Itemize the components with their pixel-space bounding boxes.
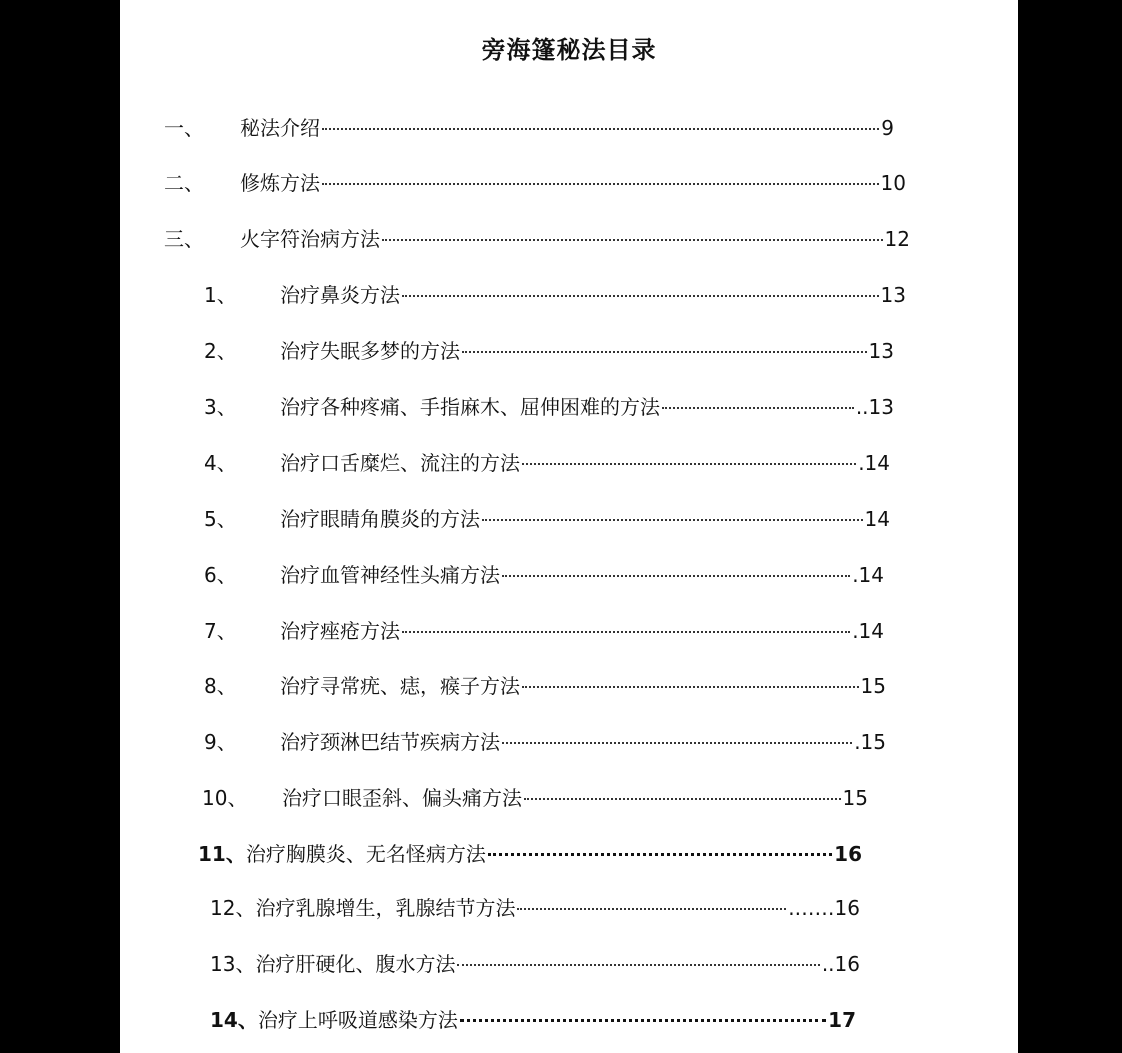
toc-number: 5、 xyxy=(204,507,237,531)
toc-label: 治疗颈淋巴结节疾病方法 xyxy=(280,730,500,754)
toc-page-number: .14 xyxy=(858,451,890,475)
leader-dots xyxy=(402,631,850,633)
leader-dots xyxy=(502,575,850,577)
toc-page-number: 13 xyxy=(880,283,906,307)
toc-number: 12、 xyxy=(210,896,256,920)
toc-label: 修炼方法 xyxy=(240,171,320,195)
toc-entry xyxy=(164,224,910,254)
toc-number: 一、 xyxy=(164,116,204,140)
toc-entry xyxy=(204,616,884,646)
toc-label: 治疗痤疮方法 xyxy=(280,619,400,643)
toc-entry xyxy=(204,448,890,478)
toc-label: 治疗寻常疣、痣，瘊子方法 xyxy=(280,674,520,698)
toc-page-number: .15 xyxy=(854,730,886,754)
toc-page-number: 17 xyxy=(828,1008,856,1032)
toc-entry xyxy=(202,783,868,813)
leader-dots xyxy=(322,128,879,130)
toc-entry xyxy=(204,280,906,310)
toc-entry xyxy=(204,336,894,366)
toc-entry xyxy=(164,168,906,198)
toc-label: 治疗口舌糜烂、流注的方法 xyxy=(280,451,520,475)
toc-number: 11、 xyxy=(198,842,246,866)
toc-entry xyxy=(210,1005,856,1035)
toc-page-number: ..16 xyxy=(821,952,860,976)
leader-dots xyxy=(322,183,879,185)
leader-dots xyxy=(488,853,832,856)
document-page xyxy=(120,0,1018,1053)
toc-label: 治疗肝硬化、腹水方法 xyxy=(255,952,456,976)
leader-dots xyxy=(482,519,863,521)
toc-page-number: 13 xyxy=(868,339,894,363)
leader-dots xyxy=(517,908,786,910)
toc-number: 9、 xyxy=(204,730,237,754)
leader-dots xyxy=(382,239,883,241)
toc-page-number: 15 xyxy=(860,674,886,698)
toc-page-number: .14 xyxy=(852,563,884,587)
toc-label: 治疗上呼吸道感染方法 xyxy=(257,1008,458,1032)
toc-number: 3、 xyxy=(204,395,237,419)
toc-label: 治疗胸膜炎、无名怪病方法 xyxy=(245,842,486,866)
toc-page-number: .……16 xyxy=(788,896,860,920)
toc-number: 8、 xyxy=(204,674,237,698)
toc-page-number: 15 xyxy=(842,786,868,810)
toc-page-number: 16 xyxy=(834,842,862,866)
toc-page-number: ..13 xyxy=(855,395,894,419)
toc-label: 治疗血管神经性头痛方法 xyxy=(280,563,500,587)
toc-page-number: 9 xyxy=(881,116,894,140)
toc-entry xyxy=(198,839,862,869)
toc-number: 7、 xyxy=(204,619,237,643)
toc-number: 6、 xyxy=(204,563,237,587)
leader-dots xyxy=(502,742,852,744)
toc-label: 治疗失眠多梦的方法 xyxy=(280,339,460,363)
leader-dots xyxy=(460,1019,826,1022)
toc-number: 1、 xyxy=(204,283,237,307)
toc-number: 14、 xyxy=(210,1008,258,1032)
toc-label: 治疗眼睛角膜炎的方法 xyxy=(280,507,480,531)
toc-label: 秘法介绍 xyxy=(240,116,320,140)
leader-dots xyxy=(522,463,856,465)
toc-entry xyxy=(204,727,886,757)
toc-label: 治疗鼻炎方法 xyxy=(280,283,400,307)
toc-entry xyxy=(204,671,886,701)
toc-number: 2、 xyxy=(204,339,237,363)
leader-dots xyxy=(402,295,879,297)
toc-page-number: 14 xyxy=(864,507,890,531)
toc-entry xyxy=(204,392,894,422)
leader-dots xyxy=(524,798,841,800)
leader-dots xyxy=(457,964,819,966)
toc-number: 13、 xyxy=(210,952,256,976)
toc-page-number: .14 xyxy=(852,619,884,643)
toc-entry xyxy=(204,504,890,534)
toc-entry xyxy=(164,113,894,143)
page-title: 旁海篷秘法目录 xyxy=(481,36,657,64)
toc-number: 4、 xyxy=(204,451,237,475)
toc-page-number: 12 xyxy=(884,227,910,251)
toc-entry xyxy=(210,893,860,923)
toc-entry xyxy=(210,949,860,979)
toc-entry xyxy=(204,560,884,590)
leader-dots xyxy=(662,407,854,409)
leader-dots xyxy=(462,351,867,353)
toc-label: 火字符治病方法 xyxy=(240,227,380,251)
toc-label: 治疗乳腺增生，乳腺结节方法 xyxy=(255,896,516,920)
toc-number: 10、 xyxy=(202,786,248,810)
toc-label: 治疗口眼歪斜、偏头痛方法 xyxy=(282,786,522,810)
toc-page-number: 10 xyxy=(880,171,906,195)
toc-label: 治疗各种疼痛、手指麻木、屈伸困难的方法 xyxy=(280,395,660,419)
leader-dots xyxy=(522,686,859,688)
toc-number: 二、 xyxy=(164,171,204,195)
toc-number: 三、 xyxy=(164,227,204,251)
